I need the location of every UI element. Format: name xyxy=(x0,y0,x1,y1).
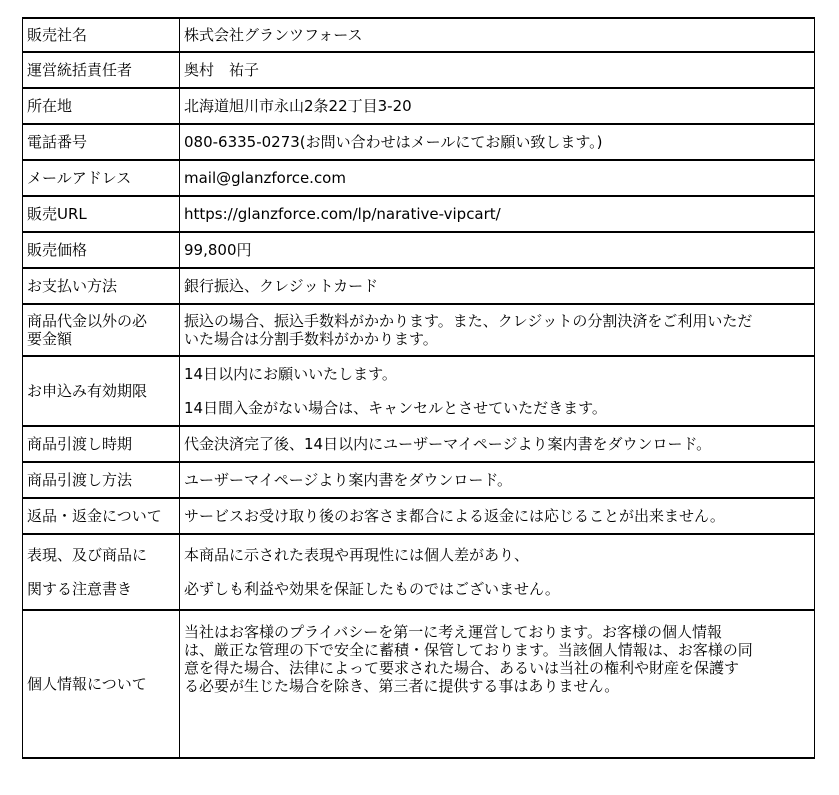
row-value-line: る必要が生じた場合を除き、第三者に提供する事はありません。 xyxy=(184,677,620,695)
table-row xyxy=(23,124,815,160)
row-value-line: 振込の場合、振込手数料がかかります。また、クレジットの分割決済をご利用いただ xyxy=(184,312,753,330)
table-row xyxy=(23,88,815,124)
row-value: 北海道旭川市永山2条22丁目3-20 xyxy=(180,88,815,124)
row-value xyxy=(180,610,815,758)
row-value-line: 意を得た場合、法律によって要求された場合、あるいは当社の権利や財産を保護す xyxy=(184,659,740,677)
company-info-table xyxy=(22,17,815,759)
row-label-line: 商品代金以外の必 xyxy=(27,312,148,330)
row-label: 商品引渡し方法 xyxy=(23,462,180,498)
row-label: 所在地 xyxy=(23,88,180,124)
row-label: 販売社名 xyxy=(23,18,180,52)
row-value xyxy=(180,304,815,356)
row-label: お支払い方法 xyxy=(23,268,180,304)
row-label: 個人情報について xyxy=(23,610,180,758)
row-value: mail@glanzforce.com xyxy=(180,160,815,196)
table-row xyxy=(23,498,815,534)
row-value xyxy=(180,356,815,426)
table-row xyxy=(23,304,815,356)
table-row xyxy=(23,160,815,196)
table-row xyxy=(23,268,815,304)
row-value-line: 必ずしも利益や効果を保証したものではございません。 xyxy=(184,580,560,598)
table-row xyxy=(23,356,815,426)
row-value: サービスお受け取り後のお客さま都合による返金には応じることが出来ません。 xyxy=(180,498,815,534)
row-value-line: は、厳正な管理の下で安全に蓄積・保管しております。当該個人情報は、お客様の同 xyxy=(184,641,753,659)
row-label: 販売価格 xyxy=(23,232,180,268)
row-value-line: 14日間入金がない場合は、キャンセルとさせていただきます。 xyxy=(184,399,607,417)
row-value: 株式会社グランツフォース xyxy=(180,18,815,52)
row-value: 銀行振込、クレジットカード xyxy=(180,268,815,304)
table-row xyxy=(23,610,815,758)
row-value-line: 当社はお客様のプライバシーを第一に考え運営しております。お客様の個人情報 xyxy=(184,623,723,641)
row-value-line: いた場合は分割手数料がかかります。 xyxy=(184,330,438,348)
row-label-line: 表現、及び商品に xyxy=(27,546,148,564)
row-label: メールアドレス xyxy=(23,160,180,196)
row-label: お申込み有効期限 xyxy=(23,356,180,426)
table-row xyxy=(23,52,815,88)
table-row xyxy=(23,18,815,52)
table-row xyxy=(23,232,815,268)
row-label-line: 要金額 xyxy=(27,330,73,348)
row-label: 販売URL xyxy=(23,196,180,232)
row-value: 代金決済完了後、14日以内にユーザーマイページより案内書をダウンロード。 xyxy=(180,426,815,462)
row-label: 電話番号 xyxy=(23,124,180,160)
row-value-line: 本商品に示された表現や再現性には個人差があり、 xyxy=(184,546,530,564)
row-value: ユーザーマイページより案内書をダウンロード。 xyxy=(180,462,815,498)
table-row xyxy=(23,426,815,462)
row-value: https://glanzforce.com/lp/narative-vipcart/ xyxy=(180,196,815,232)
row-value: 99,800円 xyxy=(180,232,815,268)
row-value-line: 14日以内にお願いいたします。 xyxy=(184,365,397,383)
table-row xyxy=(23,534,815,610)
table-row xyxy=(23,196,815,232)
row-value xyxy=(180,534,815,610)
row-label xyxy=(23,304,180,356)
row-value: 080-6335-0273(お問い合わせはメールにてお願い致します。) xyxy=(180,124,815,160)
row-label: 商品引渡し時期 xyxy=(23,426,180,462)
row-label-line: 関する注意書き xyxy=(27,580,133,598)
table-row xyxy=(23,462,815,498)
row-label: 運営統括責任者 xyxy=(23,52,180,88)
row-label: 返品・返金について xyxy=(23,498,180,534)
row-value: 奥村 祐子 xyxy=(180,52,815,88)
row-label xyxy=(23,534,180,610)
